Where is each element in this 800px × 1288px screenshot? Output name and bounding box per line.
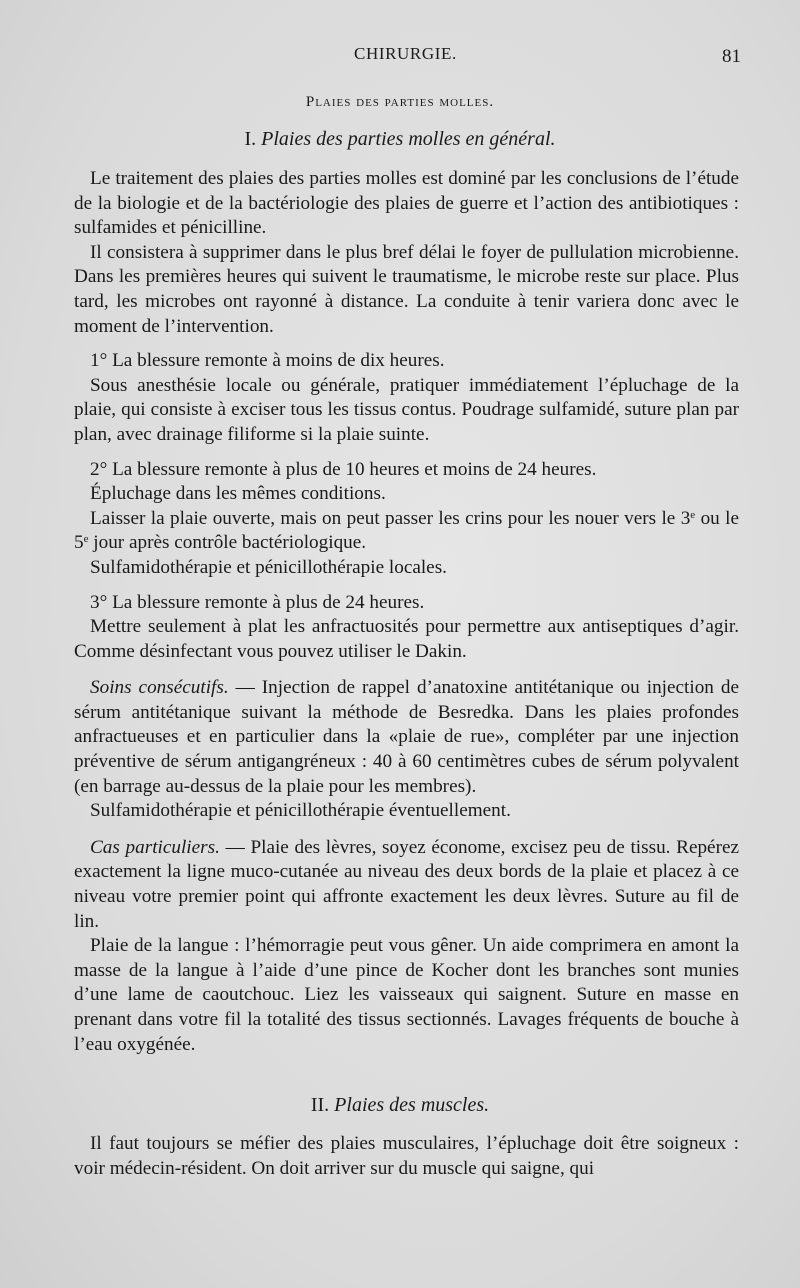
paragraph (74, 507, 739, 556)
subsection-heading-2 (0, 1094, 800, 1117)
subsection-title: Plaies des parties molles en général. (261, 128, 556, 150)
paragraph: Le traitement des plaies des parties molles est dominé par les conclusions de l’étude de la biologie et de la bactériologie des plaies de guerre et l’action des antibiotiques : sulfamides et pénicilline. (74, 168, 739, 239)
run-in-heading: Cas particuliers. (90, 836, 220, 858)
paragraph: Plaie de la langue : l’hémorragie peut vous gêner. Un aide comprimera en amont la masse de la langue à l’aide d’une pince de Kocher dont les branches sont munies d’une lame de caoutchouc. Liez les vaisseaux qui saignent. Suture en masse en prenant dans votre fil la totalité des tissus sectionnés. Lavages fréquents de bouche à l’eau oxygénée. (74, 935, 739, 1055)
superscript: e (83, 533, 89, 546)
section-title: Plaies des parties molles. (305, 94, 495, 110)
subsection-title: Plaies des muscles. (334, 1094, 490, 1116)
paragraph: Sulfamidothérapie et pénicillothérapie locales. (90, 556, 447, 578)
paragraph: Il faut toujours se méfier des plaies musculaires, l’épluchage doit être soigneux : voir médecin-résident. On doit arriver sur du muscle qui saigne, qui (74, 1133, 739, 1179)
body-text-2 (74, 1132, 739, 1181)
subsection-number: I. (244, 128, 257, 150)
paragraph: Épluchage dans les mêmes conditions. (90, 483, 386, 505)
run-in-heading: Soins consécutifs. (90, 677, 229, 699)
superscript: e (690, 508, 696, 521)
paragraph: Mettre seulement à plat les anfractuosités pour permettre aux antiseptiques d’agir. Comme désinfectant vous pouvez utiliser le Dakin. (74, 616, 739, 662)
text-run: Laisser la plaie ouverte, mais on peut passer les crins pour les nouer vers le 3 (90, 507, 691, 529)
paragraph (74, 676, 739, 799)
running-title: CHIRURGIE. (354, 44, 457, 63)
paragraph: 2° La blessure remonte à plus de 10 heures et moins de 24 heures. (90, 458, 597, 480)
paragraph: Sous anesthésie locale ou générale, pratiquer immédiatement l’épluchage de la plaie, qui consiste à exciser tous les tissus contus. Poudrage sulfamidé, suture plan par plan, avec drainage filiforme si la plaie suinte. (74, 374, 739, 445)
body-text-1 (74, 167, 739, 1057)
paragraph: Sulfamidothérapie et pénicillothérapie éventuellement. (90, 800, 511, 822)
running-head (0, 44, 800, 70)
paragraph: Il consistera à supprimer dans le plus bref délai le foyer de pullulation microbienne. Dans les premières heures qui suivent le traumatisme, le microbe reste sur place. Plus tard, les microbes ont rayonné à distance. La conduite à tenir variera donc avec le moment de l’intervention. (74, 241, 739, 337)
subsection-heading-1 (0, 128, 800, 151)
page-number: 81 (722, 46, 741, 67)
text-run: jour après contrôle bactériologique. (88, 532, 367, 554)
paragraph: 1° La blessure remonte à moins de dix heures. (90, 350, 445, 372)
subsection-number: II. (310, 1094, 330, 1116)
paragraph (74, 836, 739, 934)
text-run: — Plaie des lèvres, soyez économe, excisez peu de tissu. Repérez exactement la ligne muco-cutanée au niveau des deux bords de la plaie et placez à ce niveau votre premier point qui affronte exactement les deux lèvres. Suture au fil de lin. (74, 836, 739, 932)
paragraph: 3° La blessure remonte à plus de 24 heures. (90, 591, 425, 613)
text-run: ou le 5 (74, 507, 739, 554)
text-run: — Injection de rappel d’anatoxine antitétanique ou injection de sérum antitétanique suivant la méthode de Besredka. Dans les plaies profondes anfractueuses et en particulier dans la «plaie de rue», compléter par une injection préventive de sérum antigangréneux : 40 à 60 centimètres cubes de sérum polyvalent (en barrage au-dessus de la plaie pour les membres). (74, 677, 739, 797)
